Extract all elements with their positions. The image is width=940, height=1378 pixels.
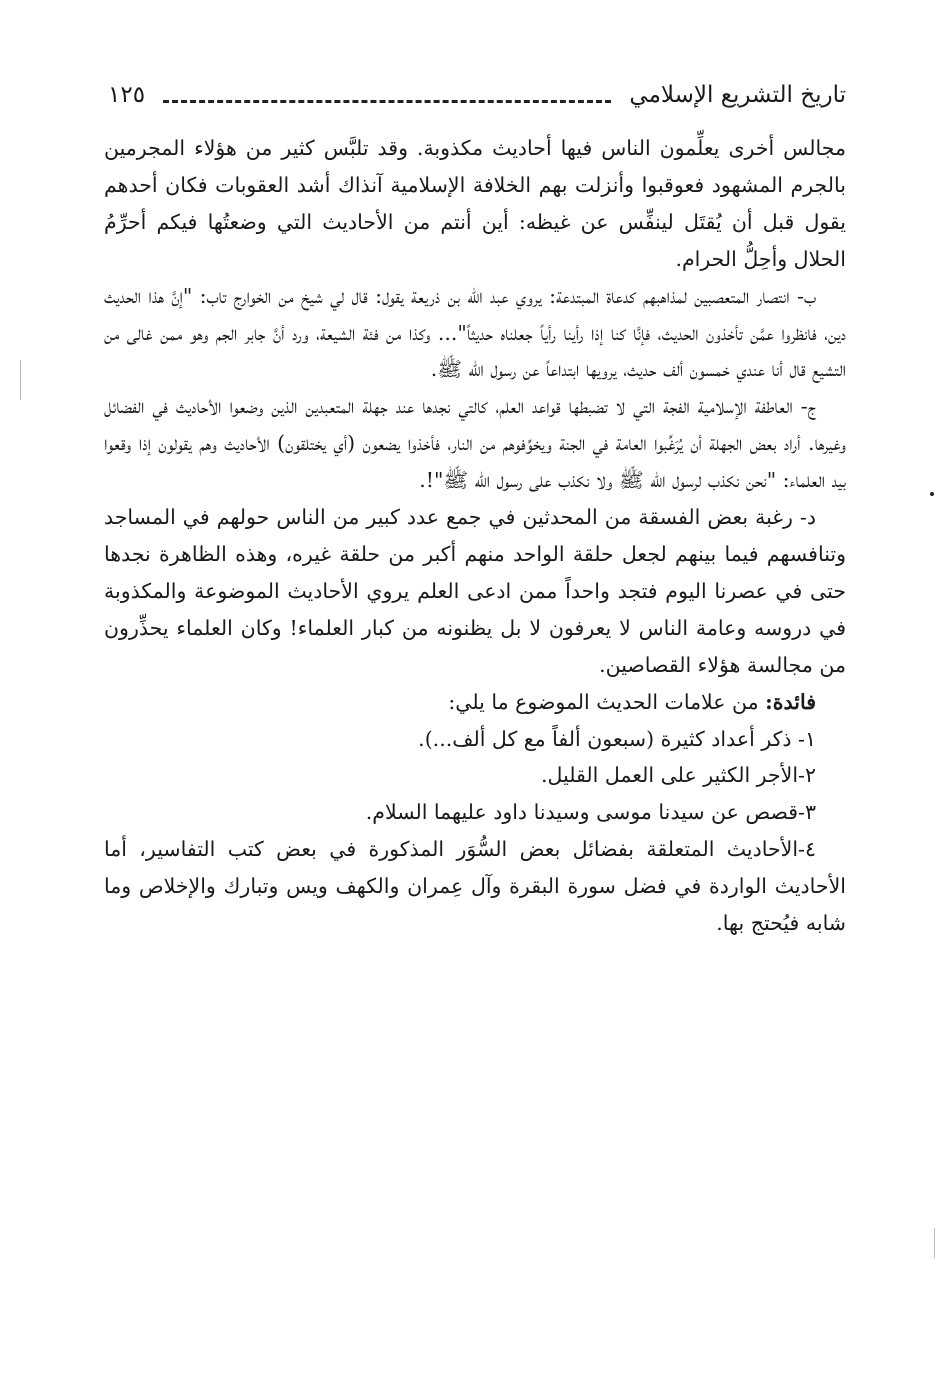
scan-speck — [930, 492, 934, 496]
list-item-1: ١- ذكر أعداد كثيرة (سبعون ألفاً مع كل ألف...). — [418, 726, 816, 751]
benefit-label: فائدة: — [765, 689, 816, 714]
benefit-text: من علامات الحديث الموضوع ما يلي: — [448, 689, 759, 714]
scan-edge-mark — [20, 360, 21, 400]
page-header — [108, 70, 846, 121]
header-dotted-leader — [163, 96, 611, 103]
list-item-2: ٢-الأجر الكثير على العمل القليل. — [541, 763, 816, 788]
page-number: ١٢٥ — [108, 82, 146, 108]
benefit-heading — [104, 684, 846, 721]
paragraph-continuation: مجالس أخرى يعلِّمون الناس فيها أحاديث مكذوبة. وقد تلبَّس كثير من هؤلاء المجرمين بالجرم المشهود فعوقبوا وأنزلت بهم الخلافة الإسلامية آنذاك أشد العقوبات فكان أحدهم يقول قبل أن يُقتَل لينفِّس عن غيظه: أين أنتم من الأحاديث التي وضعتُها فيكم أحرِّمُ الحلال وأحِلُّ الحرام. — [104, 136, 846, 271]
running-title: تاريخ التشريع الإسلامي — [629, 82, 846, 108]
paragraph-c: ج- العاطفة الإسلامية الفجة التي لا تضبطها قواعد العلم، كالتي نجدها عند جهلة المتعبدين الذين وضعوا الأحاديث في الفضائل وغيرها. أراد بعض الجهلة أن يُرَغِّبوا العامة في الجنة ويخوِّفوهم من النار، فأخذوا يضعون (أي يختلقون) الأحاديث وهم يقولون إذا وقعوا بيد العلماء: "نحن نكذب لرسول الله ﷺ ولا نكذب على رسول الله ﷺ"!. — [104, 394, 846, 493]
scan-edge-mark — [934, 1228, 935, 1258]
paragraph-d: د- رغبة بعض الفسقة من المحدثين في جمع عدد كبير من الناس حولهم في المساجد وتنافسهم فيما بينهم لجعل حلقة الواحد منهم أكبر من حلقة غيره، وهذه الظاهرة نجدها حتى في عصرنا اليوم فتجد واحداً ممن ادعى العلم يروي الأحاديث الموضوعة والمكذوبة في دروسه وعامة الناس لا يعرفون لا بل يظنونه من كبار العلماء! وكان العلماء يحذِّرون من مجالسة هؤلاء القصاصين. — [104, 505, 846, 677]
page-body — [104, 130, 846, 942]
list-item-4: ٤-الأحاديث المتعلقة بفضائل بعض السُّوَر المذكورة في بعض كتب التفاسير، أما الأحاديث الواردة في فضل سورة البقرة وآل عِمران والكهف ويس وتبارك والإخلاص وما شابه فيُحتج بها. — [104, 837, 846, 936]
list-item-3: ٣-قصص عن سيدنا موسى وسيدنا داود عليهما السلام. — [365, 800, 816, 825]
paragraph-b: ب- انتصار المتعصبين لمذاهبهم كدعاة المبتدعة: يروي عبد الله بن ذريعة يقول: قال لي شيخ من الخوارج تاب: "إنَّ هذا الحديث دين، فانظروا عمَّن تأخذون الحديث، فإنَّا كنا إذا رأينا رأياً جعلناه حديثاً"... وكذا من فئة الشيعة، ورد أنَّ جابر الجم وهو ممن غالى من التشيع قال أنا عندي خمسون ألف حديث، يرويها ابتداعاً عن رسول الله ﷺ. — [104, 283, 846, 382]
